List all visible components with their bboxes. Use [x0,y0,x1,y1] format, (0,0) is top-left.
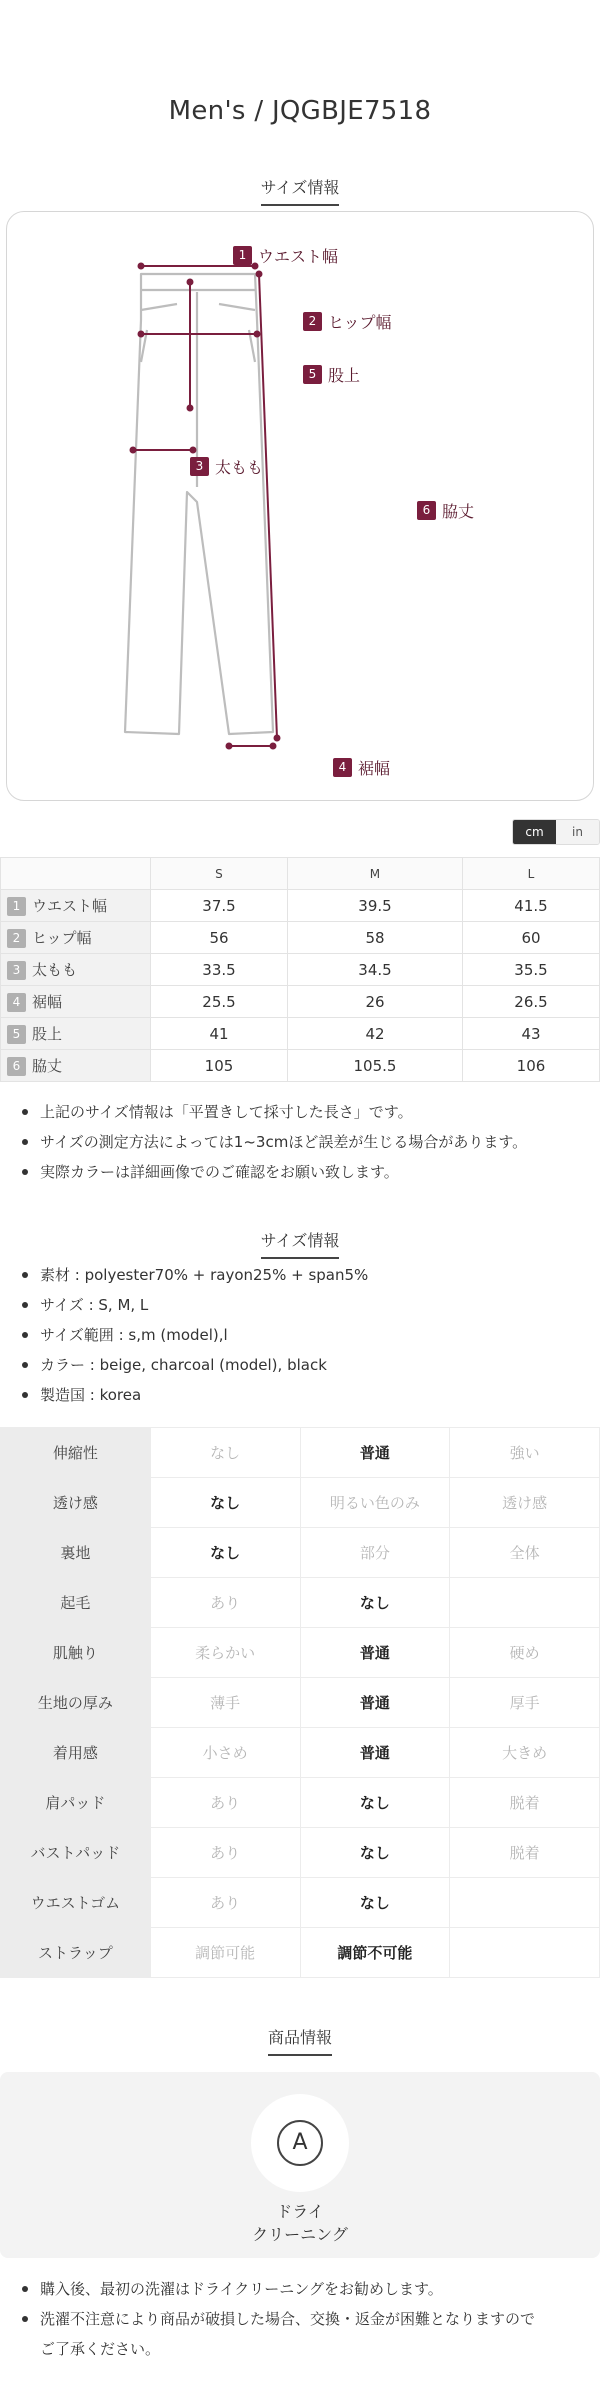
feel-row-label: 肌触り [1,1628,151,1678]
feel-option-selected: 普通 [300,1728,450,1778]
feel-row [1,1478,600,1528]
unit-in-button[interactable]: in [556,820,599,844]
feel-option: 硬め [450,1628,600,1678]
feel-option: 小さめ [150,1728,300,1778]
feel-row [1,1828,600,1878]
unit-toggle [512,819,600,845]
feel-option-selected: なし [300,1828,450,1878]
size-header-s: S [151,858,288,890]
feel-row [1,1528,600,1578]
feel-option-selected: なし [300,1878,450,1928]
feel-option: 脱着 [450,1778,600,1828]
feel-option: あり [150,1578,300,1628]
care-label-line1: ドライ [276,2202,324,2221]
note-item: 上記のサイズ情報は「平置きして採寸した長さ」です。 [0,1097,600,1127]
feel-option: 明るい色のみ [300,1478,450,1528]
size-row-hem [1,986,600,1018]
care-note-item: 購入後、最初の洗濯はドライクリーニングをお勧めします。 [0,2274,600,2304]
size-cell: 37.5 [151,890,288,922]
size-notes [0,1097,600,1187]
size-table-header [1,858,600,890]
diagram-label-hip: 2 ヒップ幅 [303,310,392,333]
pants-size-diagram [6,211,594,801]
care-note-item: 洗濯不注意により商品が破損した場合、交換・返金が困難となりますので ご了承ください。 [0,2304,600,2364]
product-info-title: 商品情報 [268,2025,332,2056]
feel-option-selected: 調節不可能 [300,1928,450,1978]
feel-option: あり [150,1778,300,1828]
feel-option: 厚手 [450,1678,600,1728]
pants-illustration [7,212,595,802]
diagram-label-rise: 5 股上 [303,363,360,386]
feel-row [1,1678,600,1728]
size-row-outseam [1,1050,600,1082]
feel-option: 透け感 [450,1478,600,1528]
feel-option: 強い [450,1428,600,1478]
size-row-hip [1,922,600,954]
feel-row-label: 裏地 [1,1528,151,1578]
dry-clean-symbol: A [277,2120,323,2166]
size-section-title: サイズ情報 [261,175,340,206]
unit-cm-button[interactable]: cm [513,820,556,844]
size-row-label: 4 裾幅 [1,986,151,1018]
feel-row [1,1778,600,1828]
size-cell: 26.5 [462,986,599,1018]
feel-option [450,1878,600,1928]
size-row-label: 2 ヒップ幅 [1,922,151,954]
spec-item: 素材 : polyester70% + rayon25% + span5% [0,1260,600,1290]
feel-row [1,1928,600,1978]
feel-row-label: 生地の厚み [1,1678,151,1728]
size-cell: 41 [151,1018,288,1050]
feel-row-label: ストラップ [1,1928,151,1978]
care-label-line2: クリーニング [252,2225,348,2244]
feel-row [1,1578,600,1628]
product-info-heading [0,2025,600,2056]
diagram-label-waist: 1 ウエスト幅 [233,244,338,267]
size-cell: 43 [462,1018,599,1050]
feel-option-selected: 普通 [300,1628,450,1678]
size-row-label: 5 股上 [1,1018,151,1050]
size-cell: 60 [462,922,599,954]
feel-option-selected: 普通 [300,1428,450,1478]
care-panel [0,2072,600,2258]
size-row-waist [1,890,600,922]
size-table [0,857,600,1082]
feel-row [1,1428,600,1478]
note-item: 実際カラーは詳細画像でのご確認をお願い致します。 [0,1157,600,1187]
feel-row-label: 透け感 [1,1478,151,1528]
dry-clean-icon [251,2094,349,2192]
feel-row-label: 肩パッド [1,1778,151,1828]
size-row-label: 3 太もも [1,954,151,986]
size-cell: 33.5 [151,954,288,986]
spec-list [0,1260,600,1410]
feel-option: なし [150,1428,300,1478]
size-cell: 25.5 [151,986,288,1018]
feel-option: 調節可能 [150,1928,300,1978]
feel-option: 薄手 [150,1678,300,1728]
feel-row-label: バストパッド [1,1828,151,1878]
diagram-label-outseam: 6 脇丈 [417,499,474,522]
feel-option: あり [150,1878,300,1928]
feel-option: 柔らかい [150,1628,300,1678]
feel-option: 部分 [300,1528,450,1578]
spec-section-title: サイズ情報 [261,1228,340,1259]
size-cell: 42 [287,1018,462,1050]
size-cell: 35.5 [462,954,599,986]
size-cell: 105.5 [287,1050,462,1082]
feel-option-selected: なし [300,1778,450,1828]
feel-option [450,1928,600,1978]
size-cell: 34.5 [287,954,462,986]
size-header-blank [1,858,151,890]
feel-option: あり [150,1828,300,1878]
feel-row-label: 着用感 [1,1728,151,1778]
spec-item: カラー : beige, charcoal (model), black [0,1350,600,1380]
feel-option: 全体 [450,1528,600,1578]
size-cell: 56 [151,922,288,954]
feel-row-label: ウエストゴム [1,1878,151,1928]
size-cell: 106 [462,1050,599,1082]
spec-item: サイズ : S, M, L [0,1290,600,1320]
spec-item: サイズ範囲 : s,m (model),l [0,1320,600,1350]
diagram-label-hem: 4 裾幅 [333,756,390,779]
size-row-label: 1 ウエスト幅 [1,890,151,922]
size-section-heading [0,175,600,206]
feel-option-selected: なし [150,1478,300,1528]
feel-option [450,1578,600,1628]
size-header-l: L [462,858,599,890]
diagram-label-thigh: 3 太もも [190,455,263,478]
care-notes [0,2274,600,2364]
fabric-feel-table [0,1427,600,1978]
feel-option-selected: なし [150,1528,300,1578]
product-title: Men's / JQGBJE7518 [168,96,432,126]
note-item: サイズの測定方法によっては1~3cmほど誤差が生じる場合があります。 [0,1127,600,1157]
size-header-m: M [287,858,462,890]
feel-row [1,1878,600,1928]
size-cell: 39.5 [287,890,462,922]
size-row-thigh [1,954,600,986]
size-cell: 26 [287,986,462,1018]
spec-section-heading [0,1228,600,1259]
size-row-label: 6 脇丈 [1,1050,151,1082]
feel-option: 大きめ [450,1728,600,1778]
feel-row [1,1628,600,1678]
feel-option-selected: 普通 [300,1678,450,1728]
feel-row-label: 起毛 [1,1578,151,1628]
size-row-rise [1,1018,600,1050]
feel-option-selected: なし [300,1578,450,1628]
size-cell: 58 [287,922,462,954]
size-cell: 41.5 [462,890,599,922]
feel-row-label: 伸縮性 [1,1428,151,1478]
feel-option: 脱着 [450,1828,600,1878]
care-label [0,2200,600,2246]
feel-row [1,1728,600,1778]
size-cell: 105 [151,1050,288,1082]
spec-item: 製造国 : korea [0,1380,600,1410]
